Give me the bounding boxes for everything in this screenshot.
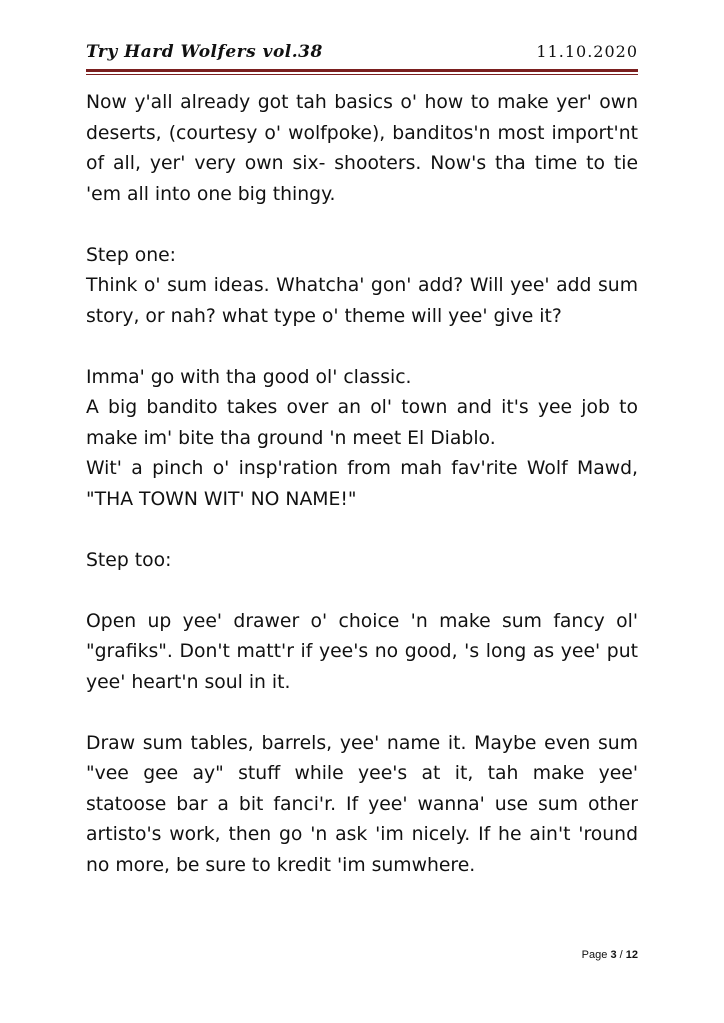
bandito-line: A big bandito takes over an ol' town and it's yee job to make im' bite tha ground 'n meet El Diablo. bbox=[86, 397, 638, 449]
page-separator: / bbox=[619, 949, 623, 961]
page-number bbox=[582, 949, 638, 961]
paragraph-gap bbox=[86, 332, 638, 363]
step-one-text: Think o' sum ideas. Whatcha' gon' add? Will yee' add sum story, or nah? what type o' theme will yee' give it? bbox=[86, 275, 638, 327]
intro-paragraph: Now y'all already got tah basics o' how to make yer' own deserts, (courtesy o' wolfpoke), banditos'n most import'nt of all, yer' very own six- shooters. Now's tha time to tie 'em all into one big thingy. bbox=[86, 92, 638, 205]
page-current: 3 bbox=[610, 949, 617, 961]
paragraph-gap bbox=[86, 576, 638, 607]
classic-line: Imma' go with tha good ol' classic. bbox=[86, 366, 412, 388]
header-title: Try Hard Wolfers vol.38 bbox=[86, 42, 323, 62]
header-date: 11.10.2020 bbox=[536, 42, 638, 61]
paragraph-gap bbox=[86, 515, 638, 546]
inspiration-line: Wit' a pinch o' insp'ration from mah fav'rite Wolf Mawd, "THA TOWN WIT' NO NAME!" bbox=[86, 458, 638, 510]
paragraph-gap bbox=[86, 698, 638, 729]
page-body bbox=[86, 88, 638, 881]
page-label: Page bbox=[581, 949, 608, 961]
step-two-heading: Step too: bbox=[86, 549, 172, 571]
page-total: 12 bbox=[625, 949, 638, 961]
step-one-heading: Step one: bbox=[86, 244, 177, 266]
header-rule-thin bbox=[86, 74, 638, 75]
page-header bbox=[86, 36, 638, 70]
header-rule-thick bbox=[86, 69, 638, 72]
draw-paragraph: Draw sum tables, barrels, yee' name it. Maybe even sum "vee gee ay" stuff while yee's at it, tah make yee' statoose bar a bit fanci'r. If yee' wanna' use sum other artisto's work, then go 'n ask 'im nicely. If he ain't 'round no more, be sure to kredit 'im sumwhere. bbox=[86, 732, 638, 876]
paragraph-gap bbox=[86, 210, 638, 241]
step-two-text: Open up yee' drawer o' choice 'n make sum fancy ol' "grafiks". Don't matt'r if yee's no good, 's long as yee' put yee' heart'n soul in it. bbox=[86, 610, 638, 693]
